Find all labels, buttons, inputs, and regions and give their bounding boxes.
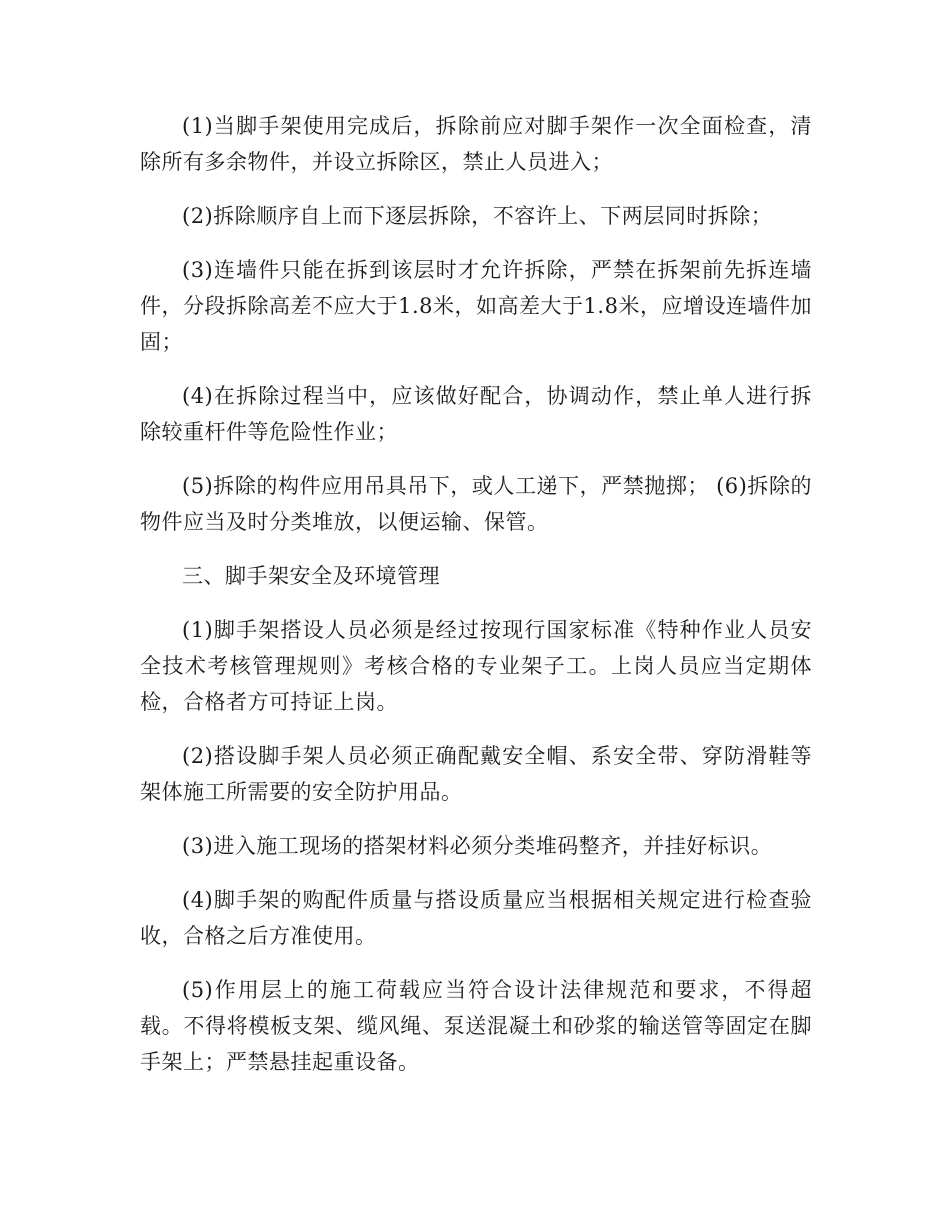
paragraph-dismantle-4: (4)在拆除过程当中，应该做好配合，协调动作，禁止单人进行拆除较重杆件等危险性作业； <box>140 384 812 444</box>
paragraph-safety-5: (5)作用层上的施工荷载应当符合设计法律规范和要求，不得超载。不得将模板支架、缆风绳、泵送混凝土和砂浆的输送管等固定在脚手架上；严禁悬挂起重设备。 <box>140 978 812 1074</box>
paragraph-safety-4: (4)脚手架的购配件质量与搭设质量应当根据相关规定进行检查验收，合格之后方准使用。 <box>140 888 812 948</box>
section-heading: 三、脚手架安全及环境管理 <box>182 564 440 588</box>
paragraph-dismantle-2: (2)拆除顺序自上而下逐层拆除，不容许上、下两层同时拆除； <box>182 204 773 228</box>
paragraph-dismantle-5-6: (5)拆除的构件应用吊具吊下，或人工递下，严禁抛掷； (6)拆除的物件应当及时分类堆放，以便运输、保管。 <box>140 474 812 534</box>
paragraph-dismantle-1: (1)当脚手架使用完成后，拆除前应对脚手架作一次全面检查，清除所有多余物件，并设立拆除区，禁止人员进入； <box>140 114 812 174</box>
paragraph-dismantle-3: (3)连墙件只能在拆到该层时才允许拆除，严禁在拆架前先拆连墙件，分段拆除高差不应大于1.8米，如高差大于1.8米，应增设连墙件加固； <box>140 258 812 354</box>
document-body <box>140 108 812 1098</box>
paragraph-safety-1: (1)脚手架搭设人员必须是经过按现行国家标准《特种作业人员安全技术考核管理规则》考核合格的专业架子工。上岗人员应当定期体检，合格者方可持证上岗。 <box>140 618 812 714</box>
paragraph-safety-3: (3)进入施工现场的搭架材料必须分类堆码整齐，并挂好标识。 <box>182 834 773 858</box>
paragraph-safety-2: (2)搭设脚手架人员必须正确配戴安全帽、系安全带、穿防滑鞋等架体施工所需要的安全防护用品。 <box>140 744 812 804</box>
